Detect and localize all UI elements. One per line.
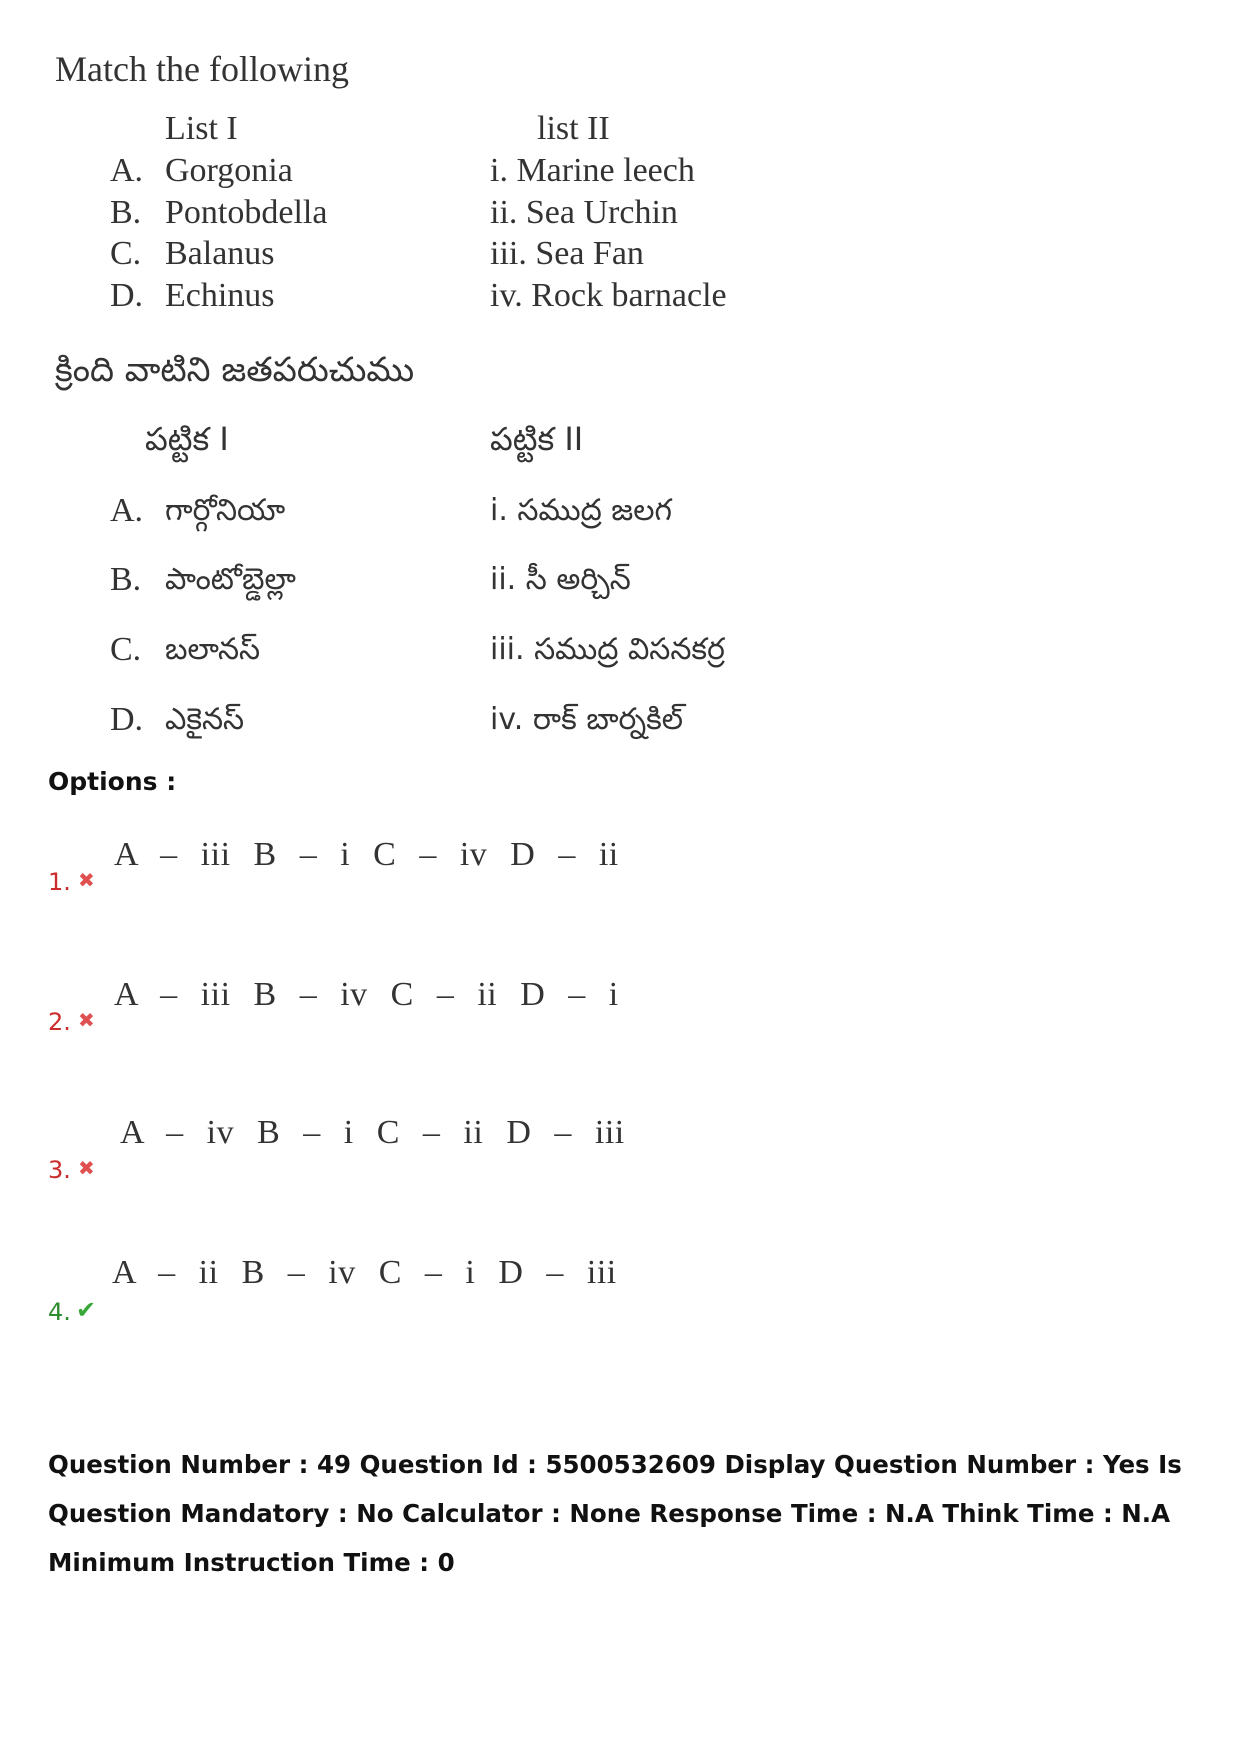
option-text: A – iii B – i C – iv D – ii [114, 836, 619, 873]
telugu-list-1-item: పాంటోబ్డెల్లా [165, 562, 296, 597]
option-number: 4. [48, 1298, 71, 1326]
option-number: 3. [48, 1156, 71, 1184]
row-letter: B. [110, 561, 142, 598]
list-2-item: iii. Sea Fan [490, 235, 644, 272]
list-1-item: Balanus [165, 235, 275, 272]
telugu-list-2-item: i. సముద్ర జలగ [490, 493, 672, 528]
list-1-item: Pontobdella [165, 194, 328, 231]
telugu-list-1-item: గార్గోనియా [165, 493, 286, 528]
list-1-item: Gorgonia [165, 152, 293, 189]
row-letter: D. [110, 701, 144, 738]
telugu-list-2-item: iv. రాక్ బార్నకిల్ [490, 702, 684, 737]
row-letter: A. [110, 492, 144, 529]
option-text: A – iv B – i C – ii D – iii [120, 1114, 625, 1151]
list-2-item: i. Marine leech [490, 152, 695, 189]
option-text: A – iii B – iv C – ii D – i [114, 976, 619, 1013]
telugu-list-1-heading: పట్టిక I [145, 420, 229, 458]
telugu-list-2-item: ii. సీ అర్చిన్ [490, 562, 631, 597]
option-text: A – ii B – iv C – i D – iii [112, 1254, 617, 1291]
list-1-heading: List I [165, 110, 238, 147]
row-letter: C. [110, 631, 142, 668]
row-letter: D. [110, 277, 144, 314]
telugu-list-1-item: బలానస్ [165, 632, 261, 667]
check-icon: ✔ [76, 1296, 97, 1324]
question-title: Match the following [55, 49, 349, 89]
cross-icon: ✖ [78, 1156, 95, 1180]
option-number: 2. [48, 1008, 71, 1036]
options-label: Options : [48, 767, 177, 796]
telugu-list-1-item: ఎకైనస్ [165, 702, 245, 737]
question-metadata: Question Number : 49 Question Id : 5500532609 Display Question Number : Yes Is Question Mandatory : No Calculator : None Response Time : N.A Think Time : N.A Minimum Instruction Time : 0 [48, 1450, 1182, 1577]
list-2-item: ii. Sea Urchin [490, 194, 678, 231]
row-letter: B. [110, 194, 142, 231]
telugu-question-title: క్రింది వాటిని జతపరుచుము [55, 350, 415, 390]
list-2-item: iv. Rock barnacle [490, 277, 727, 314]
list-2-heading: list II [537, 110, 610, 147]
telugu-list-2-item: iii. సముద్ర విసనకర్ర [490, 632, 725, 667]
cross-icon: ✖ [78, 1008, 95, 1032]
telugu-list-2-heading: పట్టిక II [490, 420, 584, 458]
option-number: 1. [48, 868, 71, 896]
cross-icon: ✖ [78, 868, 95, 892]
row-letter: C. [110, 235, 142, 272]
list-1-item: Echinus [165, 277, 275, 314]
row-letter: A. [110, 152, 144, 189]
